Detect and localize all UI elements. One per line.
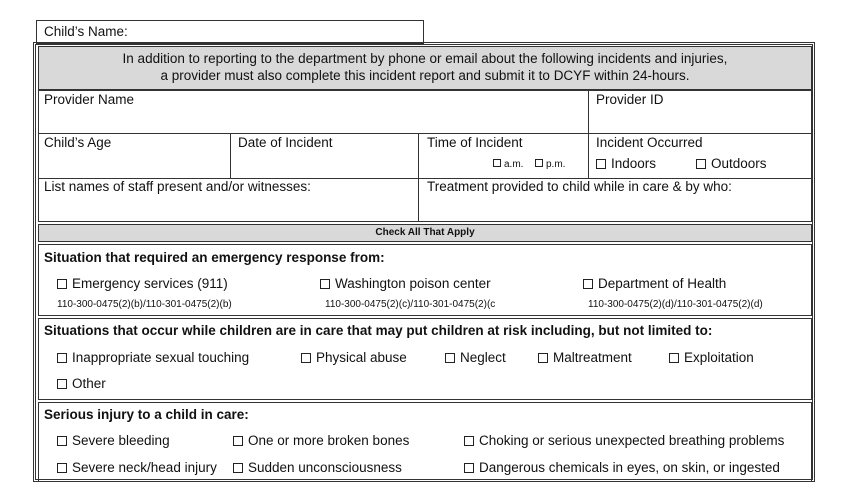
indoors-option[interactable]: Indoors bbox=[596, 156, 656, 172]
provider-name-label: Provider Name bbox=[44, 92, 135, 107]
injury-option-bleeding[interactable]: Severe bleeding bbox=[57, 433, 170, 449]
incident-occurred-label: Incident Occurred bbox=[596, 135, 703, 150]
pm-checkbox[interactable] bbox=[535, 159, 543, 167]
emergency-code-health: 110-300-0475(2)(d)/110-301-0475(2)(d) bbox=[588, 299, 763, 310]
time-of-incident-label: Time of Incident bbox=[427, 135, 523, 150]
childs-age-label: Child’s Age bbox=[44, 135, 112, 150]
risk-option-neglect[interactable]: Neglect bbox=[445, 350, 506, 366]
emergency-heading: Situation that required an emergency response from: bbox=[44, 250, 385, 265]
risk-touching-checkbox[interactable] bbox=[57, 353, 67, 363]
injury-option-head[interactable]: Severe neck/head injury bbox=[57, 460, 217, 476]
injury-option-unconscious[interactable]: Sudden unconsciousness bbox=[233, 460, 402, 476]
risk-option-physical-abuse[interactable]: Physical abuse bbox=[301, 350, 407, 366]
emergency-health-checkbox[interactable] bbox=[583, 279, 593, 289]
am-checkbox[interactable] bbox=[493, 159, 501, 167]
risk-option-maltreatment[interactable]: Maltreatment bbox=[538, 350, 632, 366]
risk-neglect-checkbox[interactable] bbox=[445, 353, 455, 363]
emergency-code-911: 110-300-0475(2)(b)/110-301-0475(2)(b) bbox=[57, 299, 232, 310]
risk-physical-abuse-checkbox[interactable] bbox=[301, 353, 311, 363]
provider-id-label: Provider ID bbox=[596, 92, 664, 107]
date-of-incident-label: Date of Incident bbox=[238, 135, 333, 150]
treatment-label: Treatment provided to child while in care & by who: bbox=[427, 179, 732, 194]
injury-head-checkbox[interactable] bbox=[57, 463, 67, 473]
risk-heading: Situations that occur while children are in care that may put children at risk including, but not limited to: bbox=[44, 323, 713, 338]
indoors-checkbox[interactable] bbox=[596, 159, 606, 169]
injury-broken-bones-checkbox[interactable] bbox=[233, 436, 243, 446]
childs-name-label: Child’s Name: bbox=[44, 24, 128, 39]
injury-option-chemicals[interactable]: Dangerous chemicals in eyes, on skin, or ingested bbox=[464, 460, 780, 476]
injury-choking-checkbox[interactable] bbox=[464, 436, 474, 446]
emergency-poison-checkbox[interactable] bbox=[320, 279, 330, 289]
emergency-911-checkbox[interactable] bbox=[57, 279, 67, 289]
emergency-code-poison: 110-300-0475(2)(c)/110-301-0475(2)(c bbox=[325, 299, 496, 310]
staff-present-label: List names of staff present and/or witnesses: bbox=[44, 179, 311, 194]
risk-exploitation-checkbox[interactable] bbox=[669, 353, 679, 363]
outdoors-checkbox[interactable] bbox=[696, 159, 706, 169]
pm-option[interactable]: p.m. bbox=[535, 159, 565, 171]
risk-option-exploitation[interactable]: Exploitation bbox=[669, 350, 754, 366]
risk-option-touching[interactable]: Inappropriate sexual touching bbox=[57, 350, 249, 366]
injury-option-broken-bones[interactable]: One or more broken bones bbox=[233, 433, 409, 449]
injury-chemicals-checkbox[interactable] bbox=[464, 463, 474, 473]
notice-line-2: a provider must also complete this incident report and submit it to DCYF within 24-hours. bbox=[160, 68, 690, 83]
emergency-option-poison[interactable]: Washington poison center bbox=[320, 276, 491, 292]
injury-heading: Serious injury to a child in care: bbox=[44, 407, 249, 422]
risk-other-checkbox[interactable] bbox=[57, 379, 67, 389]
check-all-label: Check All That Apply bbox=[375, 227, 475, 238]
outdoors-option[interactable]: Outdoors bbox=[696, 156, 767, 172]
notice-line-1: In addition to reporting to the department by phone or email about the following incidents and injuries, bbox=[122, 51, 728, 66]
risk-maltreatment-checkbox[interactable] bbox=[538, 353, 548, 363]
injury-bleeding-checkbox[interactable] bbox=[57, 436, 67, 446]
injury-unconscious-checkbox[interactable] bbox=[233, 463, 243, 473]
emergency-option-911[interactable]: Emergency services (911) bbox=[57, 276, 228, 292]
injury-option-choking[interactable]: Choking or serious unexpected breathing problems bbox=[464, 433, 784, 449]
am-option[interactable]: a.m. bbox=[493, 159, 523, 171]
emergency-option-health[interactable]: Department of Health bbox=[583, 276, 726, 292]
risk-option-other[interactable]: Other bbox=[57, 376, 106, 392]
